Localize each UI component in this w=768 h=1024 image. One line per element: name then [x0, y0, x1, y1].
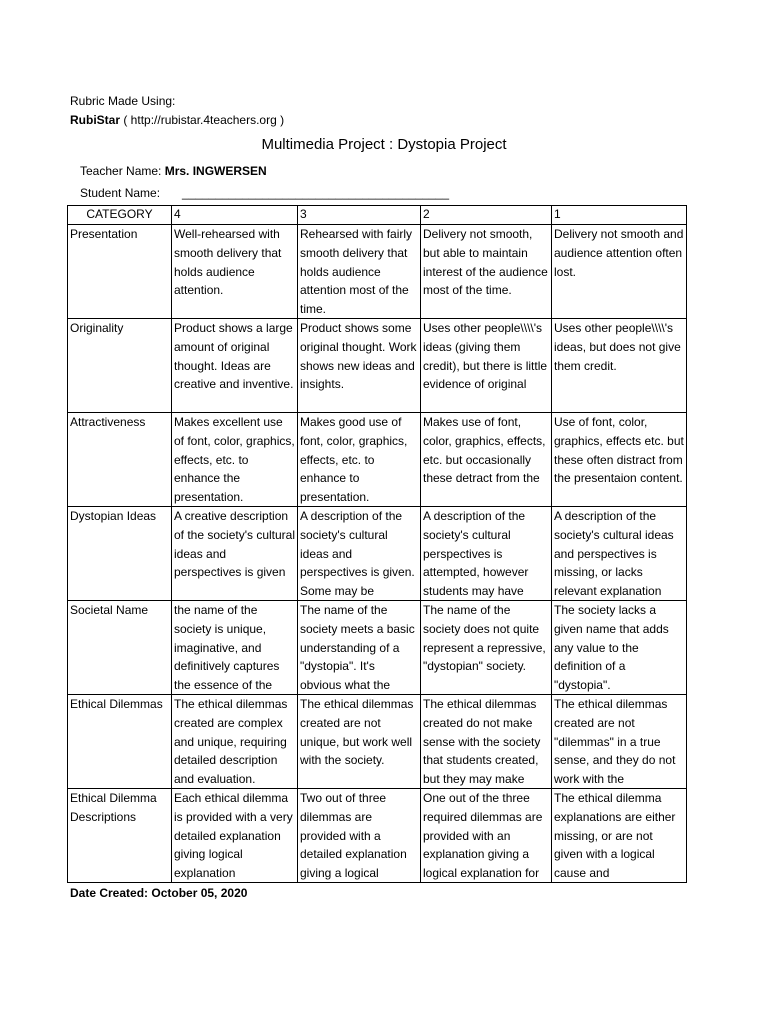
- table-row: [68, 695, 687, 789]
- table-cell: [172, 413, 298, 507]
- column-header-category: CATEGORY: [68, 206, 172, 225]
- cell-text: The ethical dilemmas created are not "dilemmas" in a true sense, and they do not work with the: [554, 697, 676, 786]
- table-cell: [421, 695, 552, 789]
- cell-text: A creative description of the society's cultural ideas and perspectives is given: [174, 509, 295, 580]
- category-cell: [68, 695, 172, 789]
- cell-text: The name of the society does not quite represent a repressive, "dystopian" society.: [423, 603, 546, 674]
- cell-text: Product shows some original thought. Work shows new ideas and insights.: [300, 321, 417, 392]
- table-header-row: [68, 206, 687, 225]
- table-cell: [421, 507, 552, 601]
- table-cell: [298, 413, 421, 507]
- table-cell: [172, 601, 298, 695]
- table-cell: [552, 319, 687, 413]
- cell-text: Two out of three dilemmas are provided with a detailed explanation giving a logical: [300, 791, 407, 880]
- category-cell: [68, 413, 172, 507]
- rubistar-name: RubiStar: [70, 113, 121, 127]
- teacher-name-value: Mrs. INGWERSEN: [164, 164, 267, 178]
- table-cell: [552, 695, 687, 789]
- table-row: [68, 225, 687, 319]
- category-cell: [68, 789, 172, 883]
- cell-text: Rehearsed with fairly smooth delivery that holds audience attention most of the time.: [300, 227, 413, 316]
- category-label: Ethical Dilemmas: [70, 697, 163, 711]
- cell-text: The ethical dilemma explanations are either missing, or are not given with a logical cause and: [554, 791, 676, 880]
- category-cell: [68, 319, 172, 413]
- table-cell: [172, 225, 298, 319]
- cell-text: Delivery not smooth and audience attention often lost.: [554, 227, 684, 279]
- table-cell: [172, 319, 298, 413]
- table-cell: [172, 789, 298, 883]
- table-cell: [552, 225, 687, 319]
- column-header-score-4: 4: [172, 206, 298, 225]
- column-header-score-3: 3: [298, 206, 421, 225]
- cell-text: Uses other people\\\\'s ideas, but does not give them credit.: [554, 321, 681, 373]
- cell-text: Makes use of font, color, graphics, effects, etc. but occasionally these detract from the: [423, 415, 546, 486]
- cell-text: Use of font, color, graphics, effects etc. but these often distract from the presentaion content.: [554, 415, 684, 486]
- student-name-blank: ________________________________________: [182, 186, 449, 200]
- table-cell: [172, 695, 298, 789]
- student-name-label: Student Name:: [80, 186, 161, 200]
- rubric-table: [67, 205, 687, 883]
- cell-text: A description of the society's cultural perspectives is attempted, however students may have: [423, 509, 529, 598]
- cell-text: Each ethical dilemma is provided with a very detailed explanation giving logical explanation: [174, 791, 293, 880]
- category-cell: [68, 507, 172, 601]
- cell-text: The name of the society meets a basic understanding of a "dystopia". It's obvious what the: [300, 603, 415, 692]
- cell-text: The ethical dilemmas created do not make sense with the society that students created, but they may make: [423, 697, 541, 786]
- column-header-score-1: 1: [552, 206, 687, 225]
- teacher-name-line: [80, 163, 267, 179]
- cell-text: Delivery not smooth, but able to maintain interest of the audience most of the time.: [423, 227, 548, 298]
- table-cell: [552, 789, 687, 883]
- cell-text: Well-rehearsed with smooth delivery that holds audience attention.: [174, 227, 282, 298]
- cell-text: A description of the society's cultural ideas and perspectives is missing, or lacks relevant explanation: [554, 509, 674, 598]
- cell-text: A description of the society's cultural ideas and perspectives is given. Some may be: [300, 509, 415, 598]
- cell-text: Uses other people\\\\'s ideas (giving them credit), but there is little evidence of original: [423, 321, 548, 392]
- cell-text: Product shows a large amount of original thought. Ideas are creative and inventive.: [174, 321, 294, 392]
- table-cell: [552, 413, 687, 507]
- table-cell: [552, 601, 687, 695]
- table-cell: [421, 319, 552, 413]
- rubistar-url: ( http://rubistar.4teachers.org ): [120, 113, 285, 127]
- category-label: Originality: [70, 321, 124, 335]
- table-cell: [298, 601, 421, 695]
- table-row: [68, 507, 687, 601]
- table-cell: [421, 601, 552, 695]
- category-label: Dystopian Ideas: [70, 509, 157, 523]
- category-cell: [68, 601, 172, 695]
- table-cell: [298, 225, 421, 319]
- category-label: Ethical Dilemma Descriptions: [70, 791, 157, 824]
- table-cell: [421, 225, 552, 319]
- table-cell: [172, 507, 298, 601]
- table-row: [68, 319, 687, 413]
- cell-text: Makes excellent use of font, color, graphics, effects, etc. to enhance the presentation.: [174, 415, 295, 504]
- column-header-score-2: 2: [421, 206, 552, 225]
- rubric-made-using-label: Rubric Made Using:: [70, 94, 176, 108]
- table-cell: [552, 507, 687, 601]
- table-cell: [298, 789, 421, 883]
- table-cell: [421, 413, 552, 507]
- category-label: Societal Name: [70, 603, 149, 617]
- table-cell: [298, 695, 421, 789]
- table-row: [68, 601, 687, 695]
- cell-text: The ethical dilemmas created are complex and unique, requiring detailed description and evaluation.: [174, 697, 288, 786]
- table-cell: [421, 789, 552, 883]
- page-title: Multimedia Project : Dystopia Project: [261, 136, 507, 153]
- date-created: [70, 885, 247, 901]
- cell-text: the name of the society is unique, imaginative, and definitively captures the essence of the: [174, 603, 280, 692]
- rubistar-credit: [70, 112, 284, 128]
- table-cell: [298, 319, 421, 413]
- cell-text: The society lacks a given name that adds any value to the definition of a "dystopia".: [554, 603, 669, 692]
- table-cell: [298, 507, 421, 601]
- category-label: Attractiveness: [70, 415, 146, 429]
- cell-text: Makes good use of font, color, graphics, effects, etc. to enhance to presentation.: [300, 415, 408, 504]
- category-cell: [68, 225, 172, 319]
- cell-text: The ethical dilemmas created are not unique, but work well with the society.: [300, 697, 414, 768]
- category-label: Presentation: [70, 227, 138, 241]
- teacher-name-label: Teacher Name:: [80, 164, 165, 178]
- cell-text: One out of the three required dilemmas are provided with an explanation giving a logical explanation for: [423, 791, 543, 880]
- table-row: [68, 789, 687, 883]
- table-row: [68, 413, 687, 507]
- date-created-text: Date Created: October 05, 2020: [70, 886, 248, 900]
- student-name-line: [80, 185, 449, 201]
